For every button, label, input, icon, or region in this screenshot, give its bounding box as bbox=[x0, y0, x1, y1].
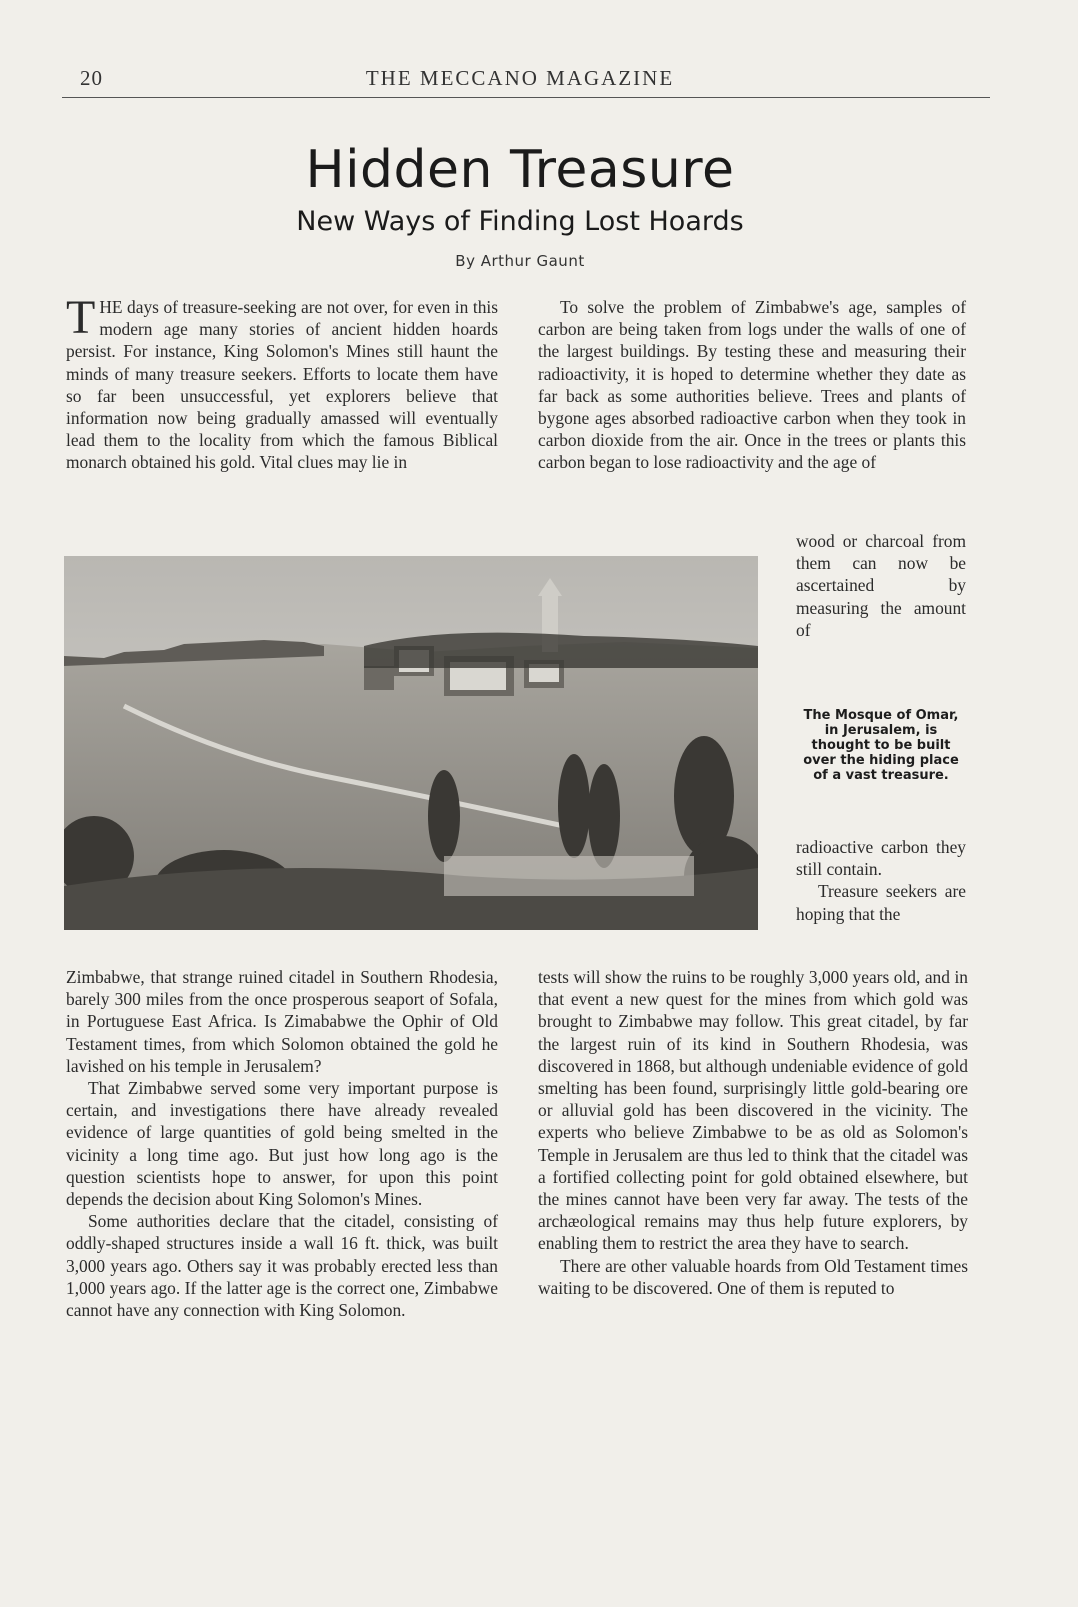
jerusalem-photo bbox=[64, 556, 758, 930]
paragraph: Zimbabwe, that strange ruined citadel in Southern Rhodesia, barely 300 miles from the once prosperous seaport of Sofala, in Portuguese East Africa. Is Zimababwe the Ophir of Old Testament times, from which Solomon obtained the gold he lavished on his temple in Jerusalem? bbox=[66, 967, 498, 1076]
photo-caption: The Mosque of Omar, in Jerusalem, is thought to be built over the hiding place of a vast treasure. bbox=[803, 708, 959, 783]
paragraph: Treasure seekers are hoping that the bbox=[796, 881, 966, 924]
column-1-bottom bbox=[66, 966, 498, 1321]
paragraph: There are other valuable hoards from Old Testament times waiting to be discovered. One of them is reputed to bbox=[538, 1255, 968, 1298]
header-rule bbox=[62, 97, 990, 98]
page-number: 20 bbox=[80, 66, 103, 90]
paragraph: Some authorities declare that the citadel, consisting of oddly-shaped structures inside a wall 16 ft. thick, was built 3,000 years ago. Others say it was probably erected less than 1,000 years ago. If the latter age is the correct one, Zimbabwe cannot have any connection with King Solomon. bbox=[66, 1211, 498, 1321]
column-2-narrow-lower bbox=[796, 836, 966, 925]
column-2-bottom bbox=[538, 966, 968, 1299]
column-2-top bbox=[538, 296, 966, 474]
intro-paragraph bbox=[66, 291, 498, 474]
paragraph: To solve the problem of Zimbabwe's age, samples of carbon are being taken from logs under the walls of one of the largest buildings. By testing these and measuring their radioactivity, it is hoped to determine whether they date as far back as some authorities believe. Trees and plants of bygone ages absorbed radioactive carbon when they took in carbon dioxide from the air. Once in the trees or plants this carbon began to lose radioactivity and the age of bbox=[538, 297, 966, 473]
column-1-top bbox=[66, 291, 498, 474]
paragraph: tests will show the ruins to be roughly 3,000 years old, and in that event a new quest for the mines from which gold was brought to Zimbabwe may follow. This great citadel, by far the largest ruin of its kind in Southern Rhodesia, was discovered in 1868, but although undeniable evidence of gold smelting has been found, surprisingly little gold-bearing ore or alluvial gold has been discovered in the vicinity. The experts who believe Zimbabwe to be as old as Solomon's Temple in Jerusalem are thus led to think that the citadel was a fortified collecting point for gold obtained elsewhere, but the mines cannot have been very far away. The tests of the archæological remains may thus help future explorers, by enabling them to restrict the area they have to search. bbox=[538, 967, 968, 1254]
article-title: Hidden Treasure bbox=[305, 140, 735, 200]
paragraph: radioactive carbon they still contain. bbox=[796, 837, 966, 880]
column-2-narrow-upper bbox=[796, 530, 966, 641]
photo-illustration bbox=[64, 556, 758, 930]
article-byline: By Arthur Gaunt bbox=[455, 252, 585, 270]
magazine-title: THE MECCANO MAGAZINE bbox=[365, 66, 675, 90]
paragraph: That Zimbabwe served some very important purpose is certain, and investigations there have already revealed evidence of large quantities of gold being smelted in the vicinity a long time ago. But just how long ago is the question scientists hope to answer, for upon this point depends the decision about King Solomon's Mines. bbox=[66, 1078, 498, 1210]
paragraph: wood or charcoal from them can now be ascertained by measuring the amount of bbox=[796, 531, 966, 640]
article-subtitle: New Ways of Finding Lost Hoards bbox=[296, 206, 744, 237]
intro-text: HE days of treasure-seeking are not over, for even in this modern age many stories of ancient hidden hoards persist. For instance, King Solomon's Mines still haunt the minds of many treasure seekers. Efforts to locate them have so far been unsuccessful, yet explorers believe that information now being gradually amassed will eventually lead them to the locality from which the famous Biblical monarch obtained his gold. Vital clues may lie in bbox=[66, 297, 498, 473]
drop-cap: T bbox=[66, 291, 96, 344]
